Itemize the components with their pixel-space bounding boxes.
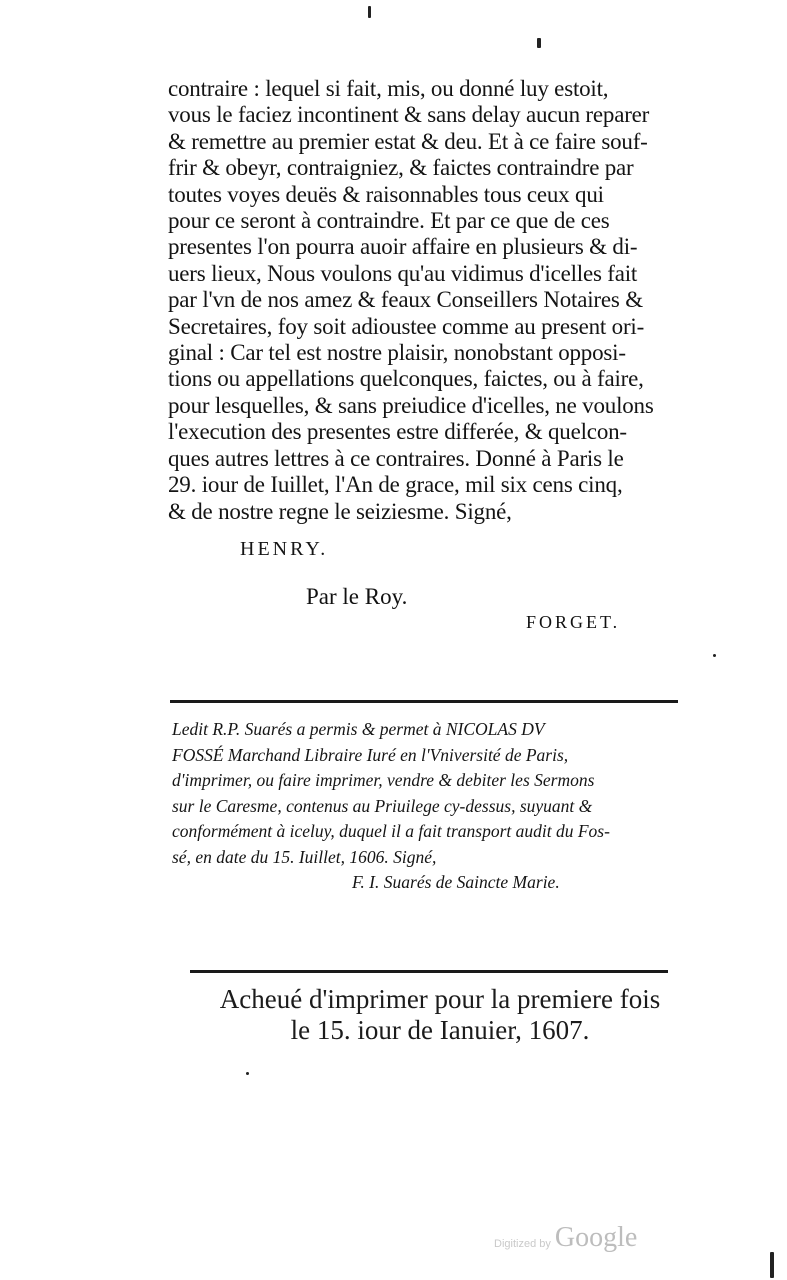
colophon-line: le 15. iour de Ianuier, 1607. (290, 1015, 590, 1045)
body-line: tions ou appellations quelconques, faictes, ou à faire, (168, 366, 644, 392)
signature-henry: HENRY. (240, 538, 329, 560)
ink-speck (713, 654, 716, 657)
privilege-line: d'imprimer, ou faire imprimer, vendre & debiter les Sermons (172, 770, 595, 790)
body-line: frir & obeyr, contraigniez, & faictes contraindre par (168, 155, 634, 181)
body-line: 29. iour de Iuillet, l'An de grace, mil six cens cinq, (168, 472, 623, 498)
body-line: pour lesquelles, & sans preiudice d'icelles, ne voulons (168, 392, 654, 418)
privilege-line: Ledit R.P. Suarés a permis & permet à NICOLAS DV (172, 719, 545, 739)
privilege-notice (172, 717, 692, 896)
privilege-line: sur le Caresme, contenus au Priuilege cy-dessus, suyuant & (172, 795, 593, 816)
body-line: & remettre au premier estat & deu. Et à ce faire souf- (168, 128, 648, 154)
privilege-line: sé, en date du 15. Iuillet, 1606. Signé, (172, 846, 437, 867)
body-line: pour ce seront à contraindre. Et par ce que de ces (168, 208, 610, 234)
body-line: Secretaires, foy soit adioustee comme au present ori- (168, 313, 645, 339)
colophon-line: Acheué d'imprimer pour la premiere fois (219, 984, 661, 1014)
privilege-line: conformément à iceluy, duquel il a fait transport audit du Fos- (172, 821, 610, 841)
body-line: contraire : lequel si fait, mis, ou donné luy estoit, (168, 76, 609, 101)
colophon (190, 984, 690, 1046)
body-line: ginal : Car tel est nostre plaisir, nonobstant opposi- (168, 340, 626, 366)
letter-body (168, 76, 688, 525)
privilege-signatory: F. I. Suarés de Saincte Marie. (352, 872, 560, 892)
ink-speck (537, 38, 541, 48)
divider-rule (190, 970, 668, 973)
digitized-watermark (494, 1222, 637, 1254)
body-line: & de nostre regne le seiziesme. Signé, (168, 498, 512, 524)
body-line: ques autres lettres à ce contraires. Donné à Paris le (168, 445, 624, 471)
ink-speck (770, 1252, 774, 1278)
body-line: l'execution des presentes estre differée, & quelcon- (168, 419, 627, 445)
body-line: vous le faciez incontinent & sans delay aucun reparer (168, 102, 650, 128)
divider-rule (170, 700, 678, 703)
par-le-roy: Par le Roy. (306, 584, 408, 609)
body-line: toutes voyes deuës & raisonnables tous ceux qui (168, 181, 604, 207)
privilege-line: FOSSÉ Marchand Libraire Iuré en l'Vniversité de Paris, (172, 744, 569, 765)
body-line: par l'vn de nos amez & feaux Conseillers Notaires & (168, 287, 643, 313)
signature-forget: FORGET. (526, 612, 621, 632)
google-logo: Google (554, 1222, 638, 1253)
ink-speck (368, 6, 371, 18)
body-line: presentes l'on pourra auoir affaire en plusieurs & di- (168, 234, 638, 260)
digitized-by-text: Digitized by (494, 1238, 551, 1250)
body-line: uers lieux, Nous voulons qu'au vidimus d'icelles fait (168, 260, 638, 286)
ink-speck (246, 1072, 249, 1075)
